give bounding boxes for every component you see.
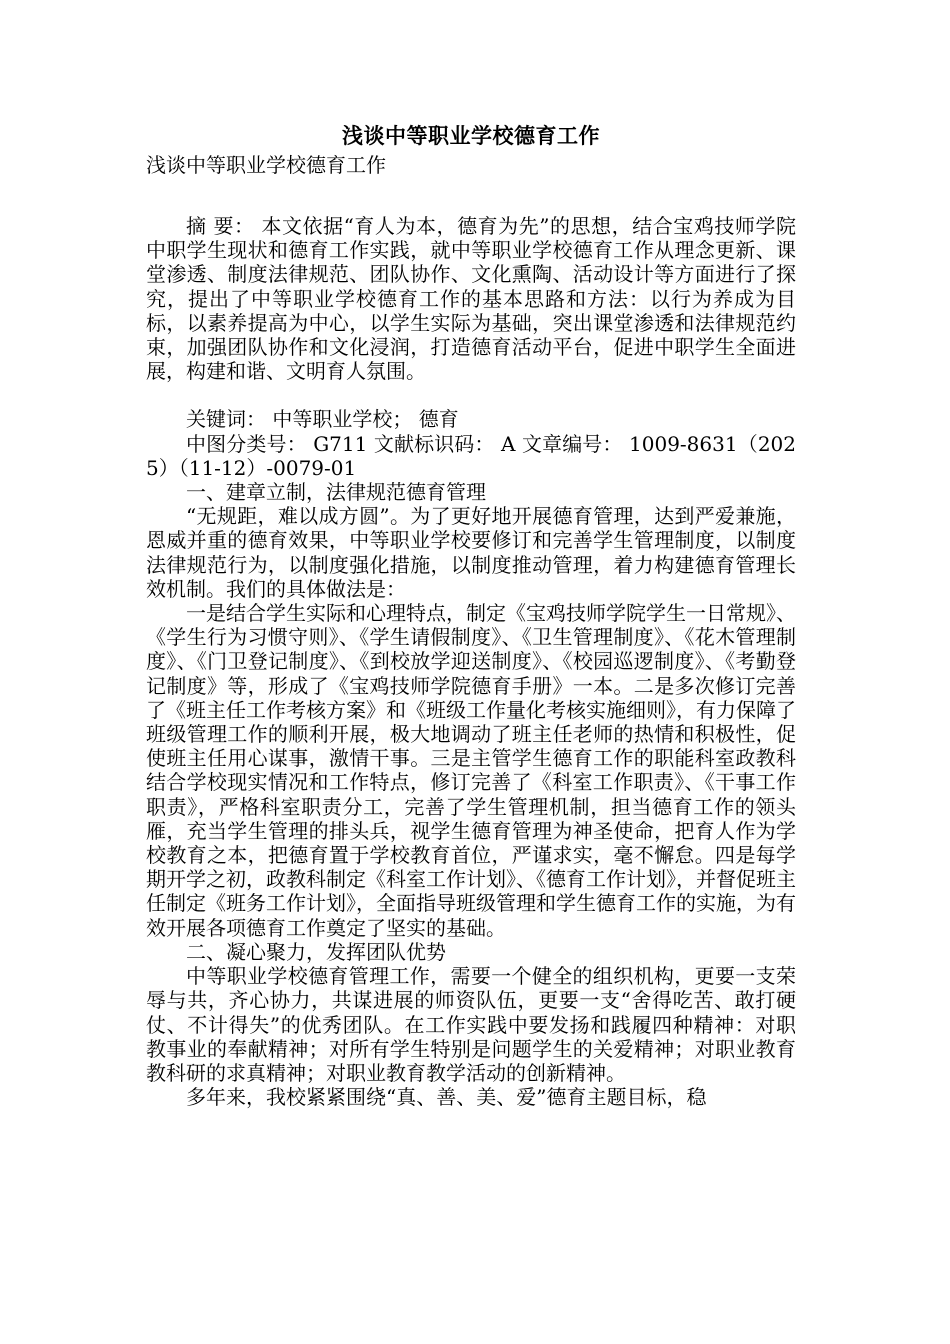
section-1-paragraph-2: 一是结合学生实际和心理特点，制定《宝鸡技师学院学生一日常规》、《学生行为习惯守则》、《学生请假制度》、《卫生管理制度》、《花木管理制度》、《门卫登记制度》、《到校放学迎送制度》、《校园巡逻制度》、《考勤登记制度》等，形成了《宝鸡技师学院德育手册》一本。二是多次修订完善了《班主任工作考核方案》和《班级工作量化考核实施细则》，有力保障了班级管理工作的顺利开展，极大地调动了班主任老师的热情和积极性，促使班主任用心谋事，激情干事。三是主管学生德育工作的职能科室政教科结合学校现实情况和工作特点，修订完善了《科室工作职责》、《干事工作职责》，严格科室职责分工，完善了学生管理机制，担当德育工作的领头雁，充当学生管理的排头兵，视学生德育管理为神圣使命，把育人作为学校教育之本，把德育置于学校教育首位，严谨求实，毫不懈怠。四是每学期开学之初，政教科制定《科室工作计划》、《德育工作计划》，并督促班主任制定《班务工作计划》，全面指导班级管理和学生德育工作的实施，为有效开展各项德育工作奠定了坚实的基础。 xyxy=(146,601,796,940)
document-title: 浅谈中等职业学校德育工作 xyxy=(342,123,600,148)
section-1-paragraph-1: “无规距，难以成方圆”。为了更好地开展德育管理，达到严爱兼施，恩威并重的德育效果，中等职业学校要修订和完善学生管理制度，以制度法律规范行为，以制度强化措施，以制度推动管理，着力构建德育管理长效机制。我们的具体做法是： xyxy=(146,504,796,601)
section-1-heading: 一、建章立制，法律规范德育管理 xyxy=(186,480,486,505)
section-2-paragraph-2: 多年来，我校紧紧围绕“真、善、美、爱”德育主题目标，稳 xyxy=(186,1085,707,1110)
spacer xyxy=(146,383,796,407)
document-page xyxy=(146,122,796,1109)
section-2-paragraph-1: 中等职业学校德育管理工作，需要一个健全的组织机构，更要一支荣辱与共，齐心协力，共谋进展的师资队伍，更要一支“舍得吃苦、敢打硬仗、不计得失”的优秀团队。在工作实践中要发扬和践履四种精神：对职教事业的奉献精神；对所有学生特别是问题学生的关爱精神；对职业教育教科研的求真精神；对职业教育教学活动的创新精神。 xyxy=(146,964,796,1085)
keywords-line: 关键词： 中等职业学校； 德育 xyxy=(186,407,459,432)
classification-line: 中图分类号： G711 文献标识码： A 文章编号： 1009-8631（2025）（11-12）-0079-01 xyxy=(146,431,796,480)
document-subtitle: 浅谈中等职业学校德育工作 xyxy=(146,153,386,177)
spacer xyxy=(146,178,796,202)
abstract-paragraph: 摘 要： 本文依据“育人为本，德育为先”的思想，结合宝鸡技师学院中职学生现状和德育工作实践，就中等职业学校德育工作从理念更新、课堂渗透、制度法律规范、团队协作、文化熏陶、活动设计等方面进行了探究，提出了中等职业学校德育工作的基本思路和方法：以行为养成为目标，以素养提高为中心，以学生实际为基础，突出课堂渗透和法律规范约束，加强团队协作和文化浸润，打造德育活动平台，促进中职学生全面进展，构建和谐、文明育人氛围。 xyxy=(146,214,796,384)
section-2-heading: 二、凝心聚力，发挥团队优势 xyxy=(186,939,446,964)
